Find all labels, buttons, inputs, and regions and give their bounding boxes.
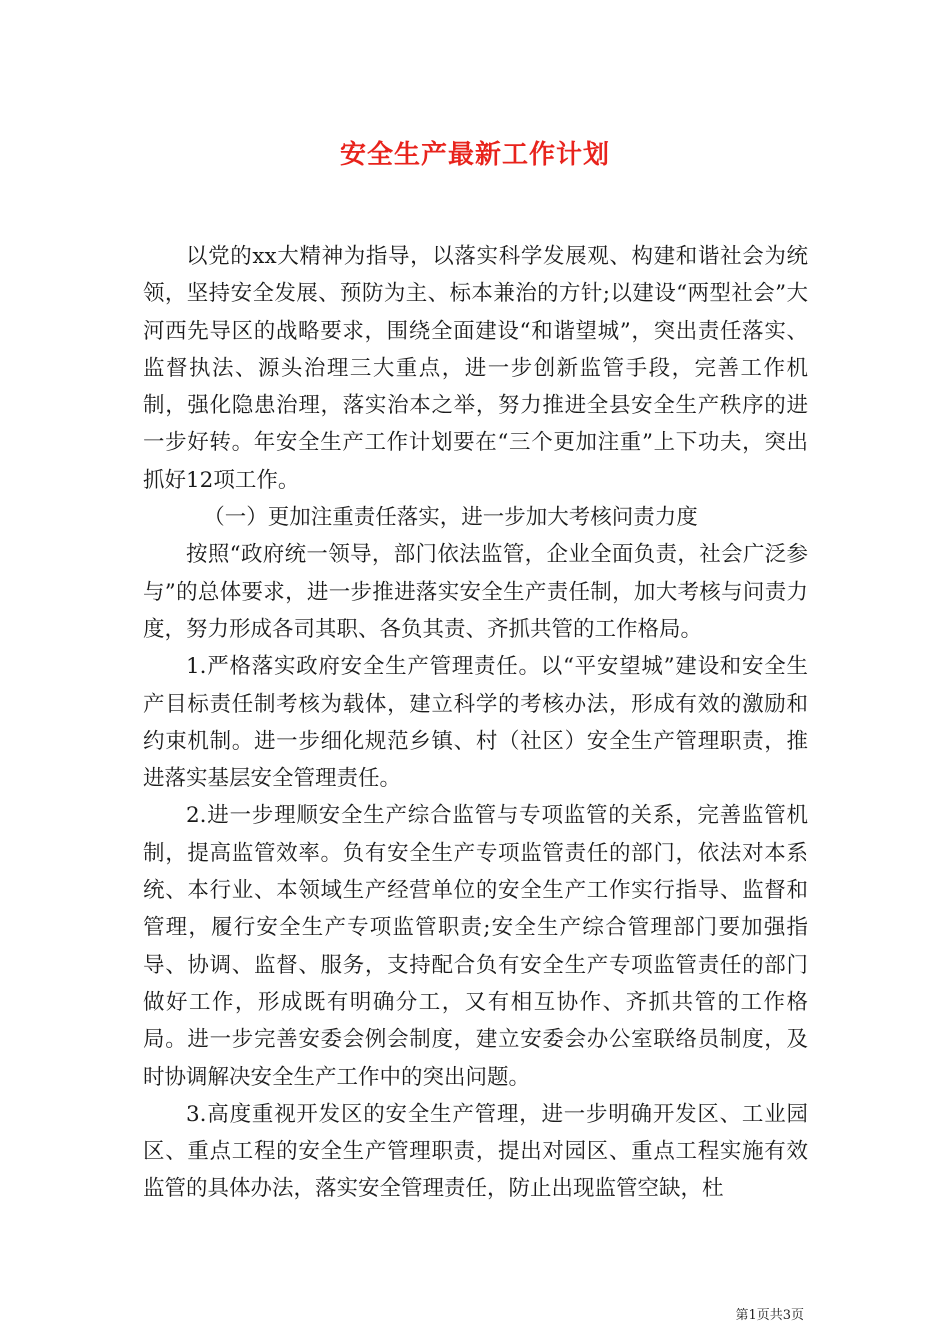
document-title: 安全生产最新工作计划 [339,140,610,170]
paragraph-intro: 以党的xx大精神为指导，以落实科学发展观、构建和谐社会为统领，坚持安全发展、预防为主、标本兼治的方针;以建设“两型社会”大河西先导区的战略要求，围绕全面建设“和谐望城”，突出责任落实、监督执法、源头治理三大重点，进一步创新监管手段，完善工作机制，强化隐患治理，落实治本之举，努力推进全县安全生产秩序的进一步好转。年安全生产工作计划要在“三个更加注重”上下功夫，突出抓好12项工作。 [143,244,808,493]
paragraph-item-2: 2.进一步理顺安全生产综合监管与专项监管的关系，完善监管机制，提高监管效率。负有安全生产专项监管责任的部门，依法对本系统、本行业、本领域生产经营单位的安全生产工作实行指导、监督和管理，履行安全生产专项监管职责;安全生产综合管理部门要加强指导、协调、监督、服务，支持配合负有安全生产专项监管责任的部门做好工作，形成既有明确分工，又有相互协作、齐抓共管的工作格局。进一步完善安委会例会制度，建立安委会办公室联络员制度，及时协调解决安全生产工作中的突出问题。 [143,803,808,1090]
document-body [143,238,808,1208]
paragraph-section-1-overview: 按照“政府统一领导，部门依法监管，企业全面负责，社会广泛参与”的总体要求，进一步推进落实安全生产责任制，加大考核与问责力度，努力形成各司其职、各负其责、齐抓共管的工作格局。 [143,542,808,642]
paragraph-item-1: 1.严格落实政府安全生产管理责任。以“平安望城”建设和安全生产目标责任制考核为载体，建立科学的考核办法，形成有效的激励和约束机制。进一步细化规范乡镇、村（社区）安全生产管理职责，推进落实基层安全管理责任。 [143,654,808,792]
page-number: 第1页共3页 [735,1308,804,1323]
paragraph-item-3: 3.高度重视开发区的安全生产管理，进一步明确开发区、工业园区、重点工程的安全生产管理职责，提出对园区、重点工程实施有效监管的具体办法，落实安全管理责任，防止出现监管空缺，杜 [143,1101,808,1202]
section-heading-1: （一）更加注重责任落实，进一步加大考核问责力度 [203,505,698,531]
